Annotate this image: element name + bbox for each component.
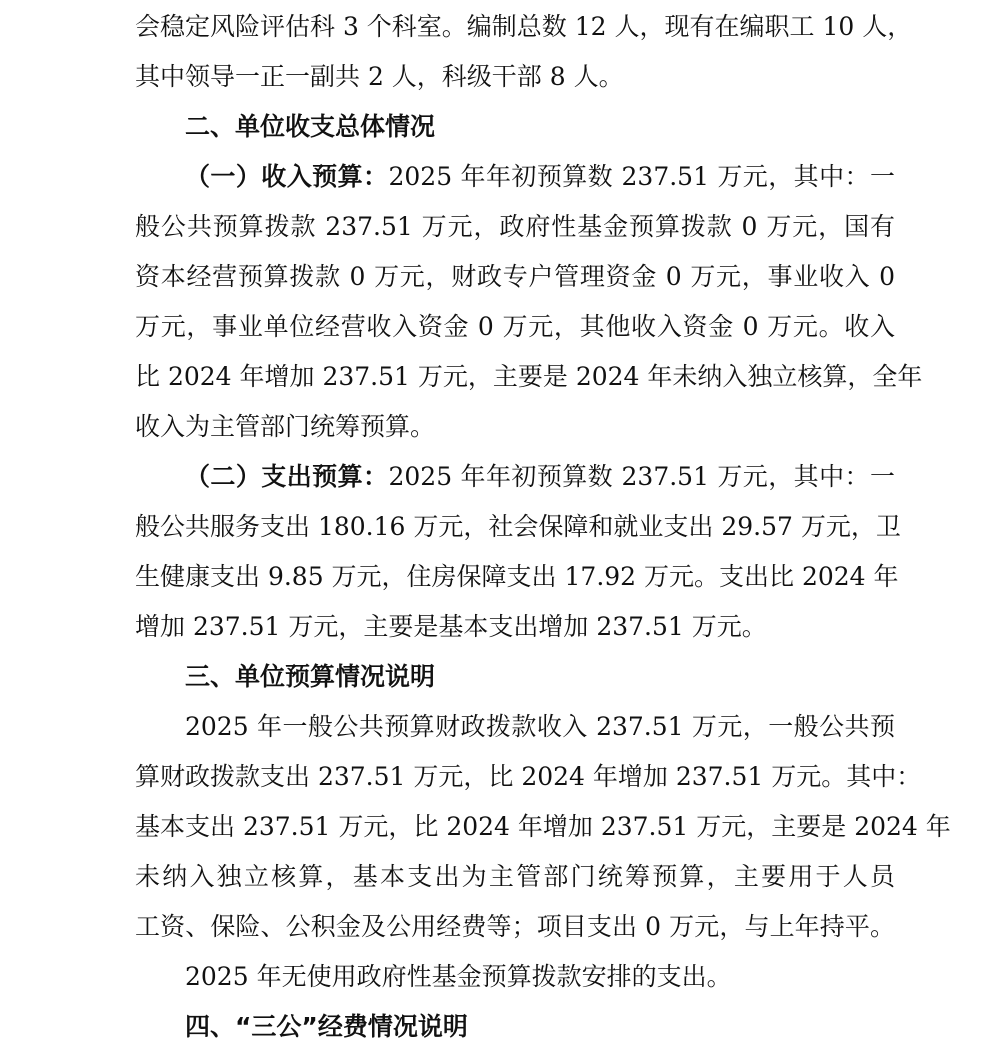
paragraph-line: 般公共预算拨款 237.51 万元，政府性基金预算拨款 0 万元，国有	[135, 212, 895, 241]
paragraph-line: 资本经营预算拨款 0 万元，财政专户管理资金 0 万元，事业收入 0	[135, 262, 895, 291]
paragraph-line: 基本支出 237.51 万元，比 2024 年增加 237.51 万元，主要是 2024 年	[135, 812, 951, 841]
subheading-label: （一）收入预算：	[185, 162, 389, 191]
paragraph-line: 收入为主管部门统筹预算。	[135, 412, 436, 441]
paragraph-line: 算财政拨款支出 237.51 万元，比 2024 年增加 237.51 万元。其中：	[135, 762, 922, 791]
paragraph-line: 般公共服务支出 180.16 万元，社会保障和就业支出 29.57 万元，卫	[135, 512, 901, 541]
paragraph-line: 工资、保险、公积金及公用经费等；项目支出 0 万元，与上年持平。	[135, 912, 895, 941]
paragraph-line: 增加 237.51 万元，主要是基本支出增加 237.51 万元。	[135, 612, 767, 641]
subheading-label: （二）支出预算：	[185, 462, 389, 491]
paragraph-line: 会稳定风险评估科 3 个科室。编制总数 12 人，现有在编职工 10 人，	[135, 12, 913, 41]
paragraph-line: 万元，事业单位经营收入资金 0 万元，其他收入资金 0 万元。收入	[135, 312, 895, 341]
section-heading: 三、单位预算情况说明	[185, 662, 436, 691]
section-heading: 二、单位收支总体情况	[185, 112, 436, 141]
paragraph-text: 2025 年年初预算数 237.51 万元，其中：一	[388, 162, 895, 191]
paragraph-line: 生健康支出 9.85 万元，住房保障支出 17.92 万元。支出比 2024 年	[135, 562, 899, 591]
paragraph-line	[185, 152, 895, 202]
section-heading: 四、“三公”经费情况说明	[185, 1012, 468, 1041]
paragraph-line: 2025 年无使用政府性基金预算拨款安排的支出。	[185, 962, 732, 991]
paragraph-line: 未纳入独立核算，基本支出为主管部门统筹预算，主要用于人员	[135, 862, 895, 891]
paragraph-line: 2025 年一般公共预算财政拨款收入 237.51 万元，一般公共预	[185, 712, 895, 741]
paragraph-text: 2025 年年初预算数 237.51 万元，其中：一	[388, 462, 895, 491]
paragraph-line: 比 2024 年增加 237.51 万元，主要是 2024 年未纳入独立核算，全年	[135, 362, 923, 391]
paragraph-line	[185, 452, 895, 502]
paragraph-line: 其中领导一正一副共 2 人，科级干部 8 人。	[135, 62, 624, 91]
